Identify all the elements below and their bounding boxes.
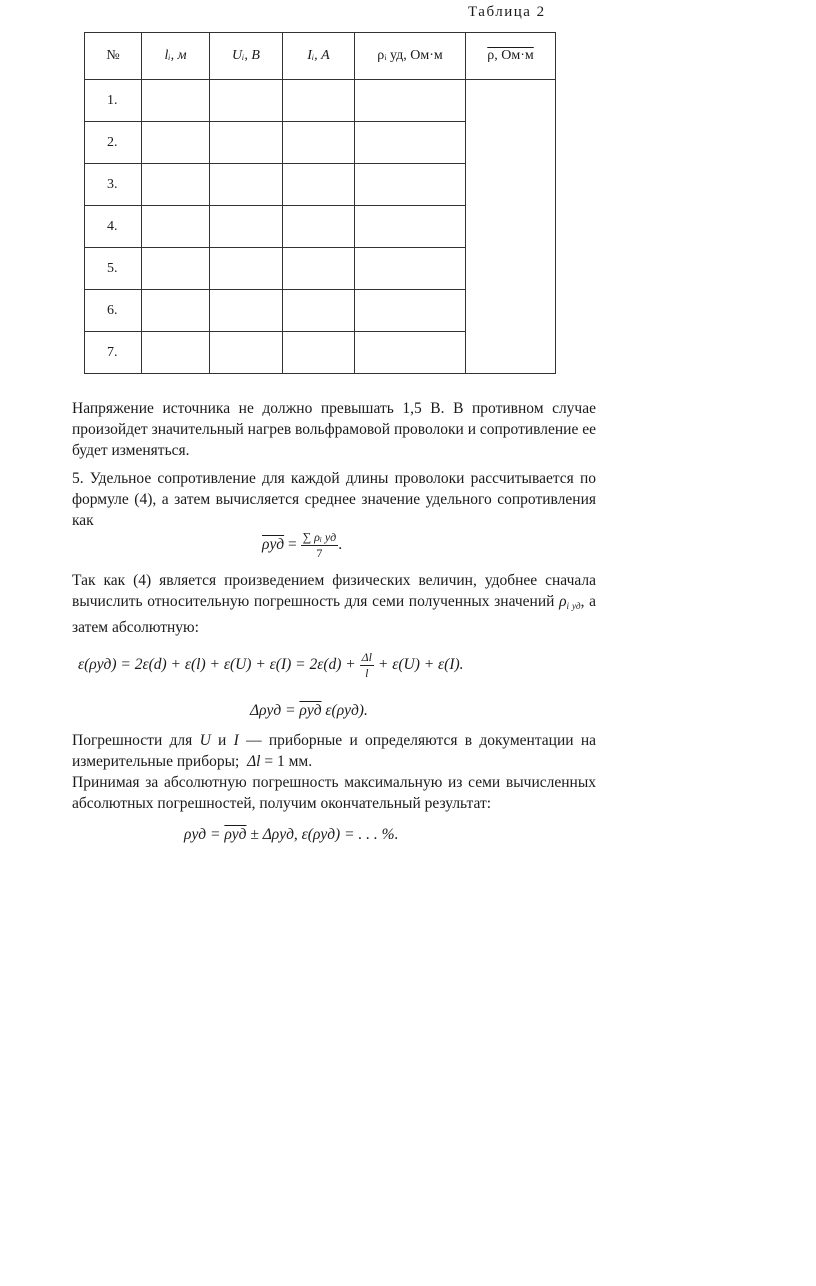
cell — [355, 290, 466, 332]
fraction-denominator: l — [365, 666, 369, 680]
cell — [283, 248, 355, 290]
cell — [210, 332, 283, 374]
cell — [355, 206, 466, 248]
cell — [210, 80, 283, 122]
formula-mean-fraction — [301, 530, 339, 561]
formula-eps-line: ε(ρуд) = 2ε(d) + ε(l) + ε(U) + ε(I) = 2ε(d) + — [78, 656, 356, 674]
header-mean-resistivity: ρ, Ом·м — [466, 33, 556, 80]
cell — [142, 248, 210, 290]
formula-final-mean: ρуд — [224, 826, 247, 843]
cell — [142, 122, 210, 164]
header-number: № — [85, 33, 142, 80]
symbol-delta-l: Δl — [247, 753, 261, 770]
paragraph-step-5: 5. Удельное сопротивление для каждой длины проволоки рассчитывается по формуле (4), а затем вычисляется среднее значение удельного сопротивления как — [72, 470, 596, 529]
header-voltage: Uᵢ, В — [210, 33, 283, 80]
formula-absolute-error — [250, 702, 368, 720]
cell — [283, 290, 355, 332]
cell — [283, 332, 355, 374]
fraction-numerator: Δl — [361, 650, 373, 664]
cell — [210, 206, 283, 248]
cell — [142, 332, 210, 374]
table-row — [85, 80, 556, 122]
cell — [210, 248, 283, 290]
cell — [210, 164, 283, 206]
cell — [355, 80, 466, 122]
formula-final-tail: ± Δρуд, ε(ρуд) = . . . %. — [250, 826, 399, 843]
formula-eps-tail: + ε(U) + ε(I). — [377, 656, 464, 674]
formula-mean-resistivity: ρуд = $\frac{\text{∑ ρᵢ уд}}{7}$ . — [262, 530, 343, 560]
formula-final-result — [184, 826, 398, 844]
row-number: 4. — [85, 206, 142, 248]
cell — [142, 80, 210, 122]
text-errors-for: Погрешности для — [72, 732, 193, 749]
header-resistivity: ρᵢ уд, Ом·м — [355, 33, 466, 80]
text-relative-error: Так как (4) является произведением физических величин, удобнее сначала вычислить относительную погрешность для семи полученных значений — [72, 572, 596, 610]
fraction-numerator: ∑ ρᵢ уд — [302, 530, 337, 544]
cell — [283, 164, 355, 206]
text-then-absolute: , а затем абсолютную: — [72, 593, 597, 636]
paragraph-voltage-note: Напряжение источника не должно превышать 1,5 В. В противном случае произойдет значительный нагрев вольфрамовой проволоки и сопротивление ее будет изменяться. — [72, 400, 596, 459]
cell — [210, 290, 283, 332]
cell — [355, 248, 466, 290]
measurement-table — [84, 32, 556, 374]
row-number: 3. — [85, 164, 142, 206]
formula-delta-eps: ε(ρуд). — [325, 702, 368, 719]
formula-final-lhs: ρуд = — [184, 826, 221, 843]
symbol-rho-i: $\rho_{i уд}$ — [559, 593, 581, 611]
row-number: 7. — [85, 332, 142, 374]
cell — [142, 290, 210, 332]
table-header-row — [85, 33, 556, 80]
cell — [355, 164, 466, 206]
row-number: 2. — [85, 122, 142, 164]
formula-relative-error — [78, 650, 464, 681]
paragraph-final-result: Принимая за абсолютную погрешность максимальную из семи вычисленных абсолютных погрешностей, получим окончательный результат: — [72, 774, 596, 812]
cell — [355, 332, 466, 374]
paragraph-relative-error — [72, 570, 596, 638]
cell — [142, 164, 210, 206]
text-and: и — [218, 732, 227, 749]
symbol-I: I — [233, 732, 239, 749]
text-instrument: — приборные и определяются в документации на измерительные приборы; — [72, 732, 597, 770]
cell — [283, 206, 355, 248]
header-length: lᵢ, м — [142, 33, 210, 80]
cell — [355, 122, 466, 164]
text-one-mm: = 1 мм. — [264, 753, 313, 770]
formula-delta-lhs: Δρуд = — [250, 702, 296, 719]
table-caption: Таблица 2 — [468, 4, 546, 20]
formula-eps-fraction — [360, 650, 374, 681]
fraction-denominator: 7 — [316, 546, 323, 560]
formula-delta-mean: ρуд — [299, 702, 322, 719]
mean-cell — [466, 80, 556, 374]
paragraph-instrument-errors — [72, 730, 596, 772]
cell — [283, 80, 355, 122]
row-number: 5. — [85, 248, 142, 290]
formula-mean-lhs: ρуд — [262, 536, 285, 554]
header-current: Iᵢ, А — [283, 33, 355, 80]
symbol-U: U — [199, 732, 211, 749]
row-number: 6. — [85, 290, 142, 332]
cell — [210, 122, 283, 164]
row-number: 1. — [85, 80, 142, 122]
cell — [142, 206, 210, 248]
cell — [283, 122, 355, 164]
